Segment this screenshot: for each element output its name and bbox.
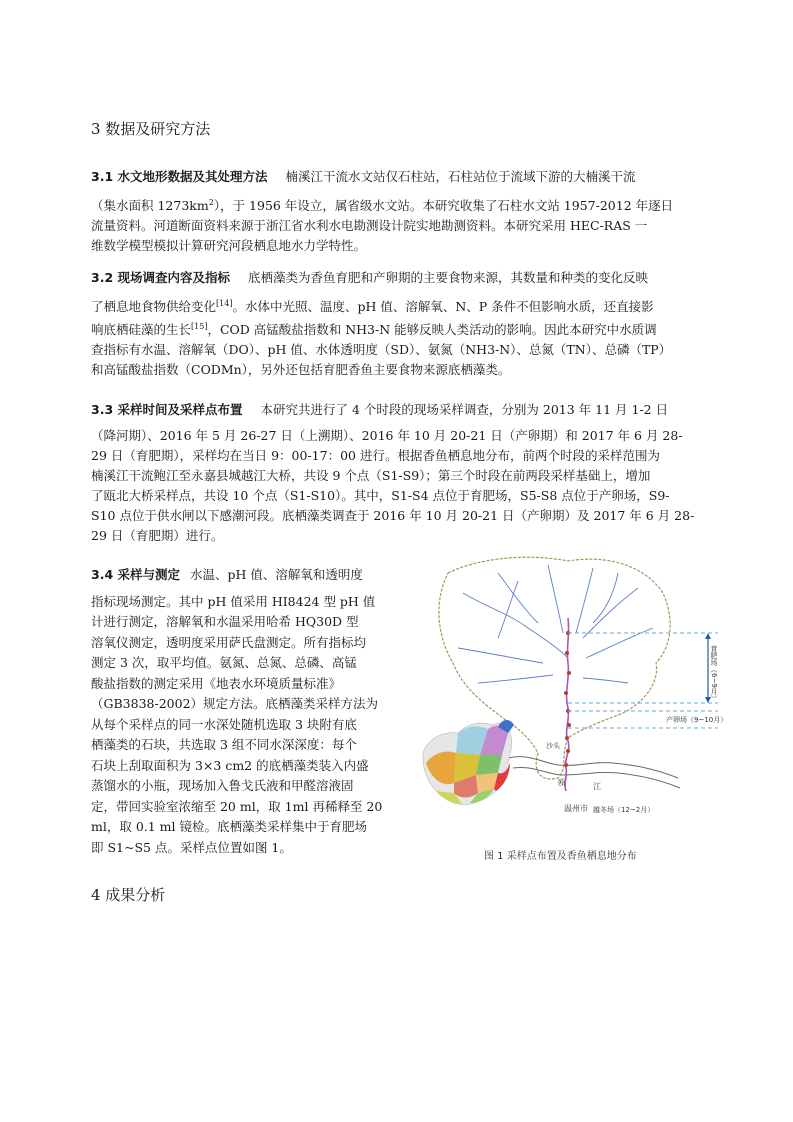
section-3-title: 3 数据及研究方法 xyxy=(91,120,211,138)
citation-14: [14] xyxy=(216,299,233,308)
heading-3-1: 3.1 水文地形数据及其处理方法 xyxy=(91,169,268,184)
label-city: 温州市 xyxy=(564,804,588,813)
figure-1-map xyxy=(418,553,726,838)
citation-15: [15] xyxy=(191,322,208,332)
tributaries xyxy=(458,565,653,683)
paragraph-3-4: 3.4 采样与测定 水温、pH 值、溶解氧和透明度 指标现场测定。其中 pH 值采用 HI8424 型 pH 值 计进行测定，溶解氧和水温采用哈希 HQ30D 型 溶氧仪测定，透明度采用萨氏盘测定。所有指标均 测定 3 次，取平均值。氨氮、总氮、总磷、高锰 酸盐指数的测定采用《地表水环境质量标准》 （GB3838-2002）规定方法。底栖藻类采样方法为 从每个采样点的同一水深处随机选取 3 块附有底 栖藻类的石块，共选取 3 组不同水深深度：每个 石块上刮取面积为 3×3 cm2 的底栖藻类装入内盛 蒸馏水的小瓶，现场加入鲁戈氏液和甲醛溶液固 定，带回实验室浓缩至 20 ml，取 1ml 再稀释至 20 ml，取 0.1 ml 镜检。底栖藻类采样集中于育肥场 即 S1~S5 点。采样点位置如图 1。 xyxy=(91,567,383,855)
paragraph-3-2: 3.2 现场调查内容及指标 底栖藻类为香鱼育肥和产卵期的主要食物来源，其数量和种类的变化反映 了栖息地食物供给变化[14]。水体中光照、温度、pH 值、溶解氧、N、P 条件不但影响水质，还直接影 响底栖硅藻的生长[15]，COD 高锰酸盐指数和 NH3-N 能够反映人类活动的影响。因此本研究中水质调 查指标有水温、溶解氧（DO）、pH 值、水体透明度（SD）、氨氮（NH3-N）、总氮（TN）、总磷（TP） 和高锰酸盐指数（CODMn），另外还包括育肥香鱼主要食物来源底栖藻类。 xyxy=(91,270,672,378)
figure-1-caption: 图 1 采样点布置及香鱼栖息地分布 xyxy=(484,851,637,862)
label-ou: 瓯 xyxy=(558,778,566,787)
ou-river xyxy=(508,757,678,778)
section-4-title: 4 成果分析 xyxy=(91,886,166,904)
paragraph-3-1: 3.1 水文地形数据及其处理方法 楠溪江干流水文站仅石柱站，石柱站位于流域下游的大楠溪干流 （集水面积 $1273km^2$），于 1956 年设立，属省级水文站。本研究收集了石柱水文站 1957-2012 年逐日 流量资料。河道断面资料来源于浙江省水利水电勘测设计院实地勘测资料。本研究采用 HEC-RAS 一 维数学模型模拟计算研究河段栖息地水力学特性。 xyxy=(91,169,674,254)
heading-3-4: 3.4 采样与测定 xyxy=(91,567,180,582)
label-wintering: 越冬场（12~2月） xyxy=(593,806,655,814)
label-shatou: 沙头 xyxy=(546,742,560,750)
heading-3-3: 3.3 采样时间及采样点布置 xyxy=(91,402,243,417)
label-jiang: 江 xyxy=(593,782,601,791)
heading-3-2: 3.2 现场调查内容及指标 xyxy=(91,270,230,285)
zone-lines xyxy=(568,633,718,728)
paragraph-3-3: 3.3 采样时间及采样点布置 本研究共进行了 4 个时段的现场采样调查，分别为 2013 年 11 月 1-2 日 （降河期）、2016 年 5 月 26-27 日（上溯期）、2016 年 10 月 20-21 日（产卵期）和 2017 年 6 月 28- 29 日（育肥期），采样均在当日 9：00-17：00 进行。根据香鱼栖息地分布，前两个时段的采样范围为 楠溪江干流鲍江至永嘉县城越江大桥，共设 9 个点（S1-S9）；第三个时段在前两段采样基础上，增加 了瓯北大桥采样点，共设 10 个点（S1-S10）。其中，S1-S4 点位于育肥场，S5-S8 点位于产卵场，S9- S10 点位于供水闸以下感潮河段。底栖藻类调查于 2016 年 10 月 20-21 日（产卵期）及 2017 年 6 月 28- 29 日（育肥期）进行。 xyxy=(91,402,695,543)
label-fattening: 育肥场（6~9月） xyxy=(710,645,718,702)
china-inset-map xyxy=(423,720,514,805)
river-basin-map xyxy=(418,553,726,838)
label-spawning: 产卵场（9~10月） xyxy=(666,716,726,724)
